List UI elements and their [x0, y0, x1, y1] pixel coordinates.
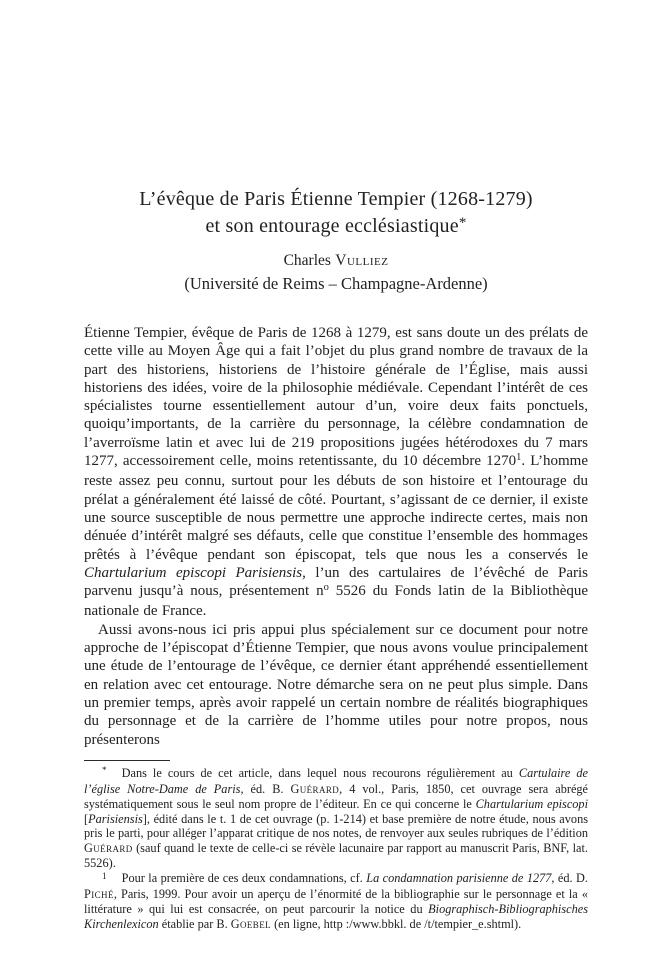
text-run: , éd. B.	[240, 781, 291, 796]
article-header	[84, 186, 588, 294]
text-run: o	[323, 582, 329, 594]
text-run: (sauf quand le texte de celle-ci se révèle lacunaire par rapport au manuscrit Paris, BNF, lat. 5526).	[84, 841, 588, 871]
text-run: Parisiensis	[88, 811, 143, 826]
text-run: 5526 du Fonds latin de la Bibliothèque nationale de France.	[84, 583, 589, 620]
text-run: La condamnation parisienne de 1277	[366, 871, 552, 886]
text-run: . L’homme reste assez peu connu, surtout pour les débuts de son histoire et l’entourage du prélat a généralement été laissé de côté. Pourtant, s’agissant de ce dernier, il existe une source susceptible de nous permettre une approche indirecte certes, mais non dénuée d’intérêt malgré ses défauts, celle que constitue l’ensemble des hommages prêtés à l’évêque pendant son épiscopat, tels que nous les a conservés le	[84, 453, 588, 563]
text-run: , l’un des cartulaires de l’évêché de Paris parvenu jusqu’à nous, présentement n	[84, 564, 588, 600]
footnote-marker-1: 1	[102, 870, 107, 881]
article-body	[84, 324, 588, 749]
article-title	[84, 186, 588, 242]
text-run: établie par B.	[158, 916, 231, 931]
text-run: Cartulaire de l’église Notre-Dame de Paris	[84, 765, 588, 796]
footnote-1	[84, 871, 588, 932]
text-run: [	[84, 811, 89, 826]
title-line-2	[84, 213, 588, 242]
text-run: Chartularium episcopi	[475, 796, 588, 811]
footnote-block	[84, 760, 588, 932]
text-run: (en ligne, http :/www.bbkl. de /t/tempier_e.shtml).	[271, 916, 522, 931]
text-run: Étienne Tempier, évêque de Paris de 1268 à 1279, est sans doute un des prélats de cette ville au Moyen Âge qui a fait l’objet du plus grand nombre de travaux de la part des historiens, historiens de l’histoire générale de l’Église, mais aussi historiens des idées, voire de la philosophie médiévale. Cependant l’intérêt de ces spécialistes tourne essentiellement autour d’un, voire deux faits ponctuels, quoiqu’importants, de la carrière du personnage, la célèbre condamnation de l’averroïsme latin et avec lui de 219 propositions jugées hétérodoxes du 7 mars 1277, accessoirement celle, moins retentissante, du 10 décembre 1270	[84, 325, 588, 470]
footnote-asterisk-text	[84, 766, 588, 870]
title-line-1: L’évêque de Paris Étienne Tempier (1268-1279)	[139, 188, 533, 210]
author-name	[84, 251, 588, 270]
author-last-name: Vulliez	[335, 252, 389, 269]
footnote-1-text	[84, 871, 588, 931]
text-run: , 4 vol., Paris, 1850, cet ouvrage sera abrégé systématiquement sous le seul nom propre de l’éditeur. En ce qui concerne le	[84, 781, 589, 811]
title-line-2-text: et son entourage ecclésiastique	[205, 215, 459, 237]
body-paragraph-1	[84, 324, 588, 621]
text-run: Piché	[84, 887, 114, 902]
title-footnote-marker: *	[458, 214, 467, 231]
text-run: , Paris, 1999. Pour avoir un aperçu de l’énormité de la bibliographie sur le personnage et la « littérature » qui lui est consacrée, on peut parcourir la notice du	[84, 887, 588, 916]
footnote-separator-rule	[84, 760, 170, 761]
author-first-name: Charles	[283, 252, 331, 269]
text-run: Biographisch-Bibliographisches Kirchenlexicon	[84, 901, 588, 931]
body-paragraph-2	[84, 621, 588, 749]
text-run: Dans le cours de cet article, dans lequel nous recourons régulièrement au	[121, 765, 519, 780]
footnote-asterisk	[84, 766, 588, 871]
author-affiliation: (Université de Reims – Champagne-Ardenne)	[184, 274, 488, 293]
text-run: , éd. D.	[551, 871, 588, 886]
text-run: 1	[516, 452, 522, 464]
text-run: Guérard	[84, 841, 133, 856]
text-run: Chartularium episcopi Parisiensis	[84, 564, 303, 581]
footnote-marker-asterisk: *	[102, 765, 107, 776]
text-run: Pour la première de ces deux condamnations, cf.	[121, 871, 367, 886]
text-run: Aussi avons-nous ici pris appui plus spécialement sur ce document pour notre approche de l’épiscopat d’Étienne Tempier, que nous avons voulue principalement une étude de l’entourage de l’évêque, ce dernier étant appréhendé essentiellement en relation avec cet entourage. Notre démarche sera on ne peut plus simple. Dans un premier temps, après avoir rappelé un certain nombre de réalités biographiques du personnage et de la carrière de l’homme utiles pour notre propos, nous présenterons	[84, 621, 588, 748]
text-run: ], édité dans le t. 1 de cet ouvrage (p. 1-214) et base première de notre étude, nous avons pris le parti, pour alléger l’apparat critique de nos notes, de renvoyer aux seules rubriques de l’édition	[84, 811, 588, 841]
text-run: Guérard	[290, 781, 340, 796]
text-run: Goebel	[230, 916, 271, 931]
